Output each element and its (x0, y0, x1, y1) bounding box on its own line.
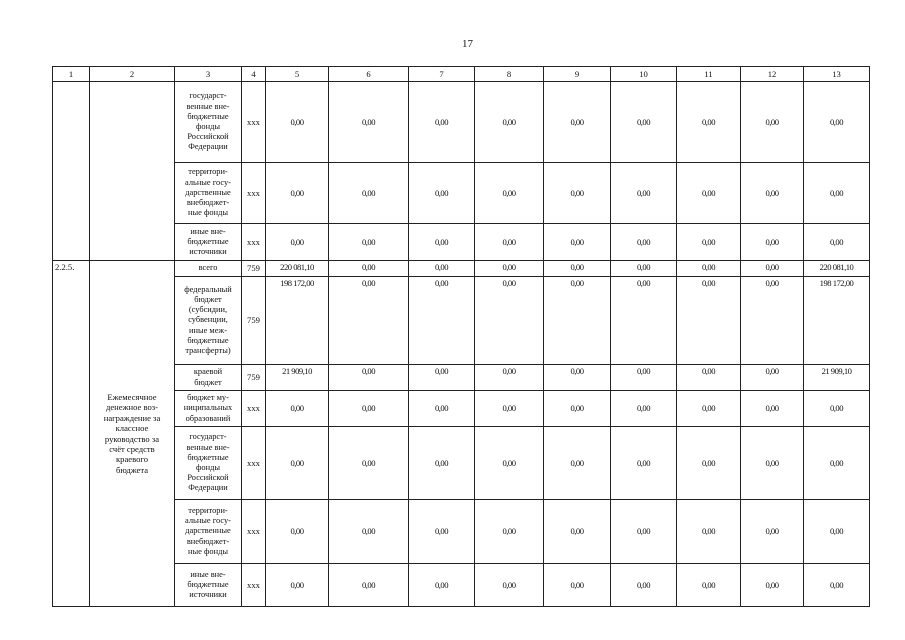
amount-cell: 0,00 (741, 163, 804, 224)
table-row (53, 500, 870, 564)
column-header: 6 (329, 67, 409, 82)
item-name-cell (90, 82, 175, 261)
amount-cell: 0,00 (266, 500, 329, 564)
table-row (53, 224, 870, 261)
amount-cell: 0,00 (329, 224, 409, 261)
table-row (53, 82, 870, 163)
amount-cell: 0,00 (544, 261, 611, 277)
table-row (53, 564, 870, 607)
column-header: 7 (409, 67, 475, 82)
amount-cell: 220 081,10 (266, 261, 329, 277)
amount-cell: 0,00 (544, 500, 611, 564)
amount-cell: 0,00 (329, 365, 409, 391)
amount-cell: 0,00 (677, 277, 741, 365)
amount-cell: 0,00 (741, 224, 804, 261)
table-row (53, 391, 870, 427)
amount-cell: 0,00 (409, 564, 475, 607)
amount-cell: 0,00 (409, 261, 475, 277)
amount-cell: 0,00 (741, 277, 804, 365)
amount-cell: 0,00 (329, 500, 409, 564)
table-row (53, 261, 870, 277)
amount-cell: 0,00 (677, 224, 741, 261)
table-row (53, 163, 870, 224)
table-row (53, 277, 870, 365)
amount-cell: 0,00 (677, 500, 741, 564)
amount-cell: 0,00 (544, 391, 611, 427)
budget-table (52, 66, 870, 607)
amount-cell: 0,00 (677, 365, 741, 391)
kbk-cell: ххх (242, 427, 266, 500)
amount-cell: 198 172,00 (266, 277, 329, 365)
amount-cell: 0,00 (475, 277, 544, 365)
amount-cell: 0,00 (741, 391, 804, 427)
amount-cell: 0,00 (677, 261, 741, 277)
amount-cell: 0,00 (544, 365, 611, 391)
page-number: 17 (462, 38, 473, 50)
amount-cell: 0,00 (804, 500, 870, 564)
amount-cell: 0,00 (266, 82, 329, 163)
amount-cell: 0,00 (475, 391, 544, 427)
amount-cell: 0,00 (544, 427, 611, 500)
column-header: 1 (53, 67, 90, 82)
kbk-cell: ххх (242, 82, 266, 163)
amount-cell: 0,00 (677, 427, 741, 500)
item-name-cell: Ежемесячное денежное воз- награждение за классное руководство за счёт средств краевого бюджета (90, 261, 175, 607)
table-row (53, 427, 870, 500)
amount-cell: 0,00 (329, 391, 409, 427)
column-header: 5 (266, 67, 329, 82)
item-code-cell (53, 82, 90, 261)
previous-item-block (53, 82, 870, 261)
amount-cell: 0,00 (409, 277, 475, 365)
amount-cell: 0,00 (329, 427, 409, 500)
amount-cell: 0,00 (409, 82, 475, 163)
column-header: 3 (175, 67, 242, 82)
column-header: 9 (544, 67, 611, 82)
item-code-cell: 2.2.5. (53, 261, 90, 607)
amount-cell: 0,00 (611, 163, 677, 224)
amount-cell: 220 081,10 (804, 261, 870, 277)
column-header: 2 (90, 67, 175, 82)
kbk-cell: ххх (242, 500, 266, 564)
amount-cell: 0,00 (544, 564, 611, 607)
amount-cell: 0,00 (611, 277, 677, 365)
funding-source-cell: иные вне- бюджетные источники (175, 224, 242, 261)
amount-cell: 0,00 (611, 500, 677, 564)
amount-cell: 0,00 (329, 564, 409, 607)
amount-cell: 0,00 (611, 224, 677, 261)
amount-cell: 0,00 (741, 261, 804, 277)
table-row (53, 365, 870, 391)
amount-cell: 0,00 (544, 277, 611, 365)
amount-cell: 0,00 (409, 391, 475, 427)
funding-source-cell: федеральный бюджет (субсидии, субвенции, иные меж- бюджетные трансферты) (175, 277, 242, 365)
amount-cell: 0,00 (804, 163, 870, 224)
item-2-2-5-block (53, 261, 870, 607)
amount-cell: 0,00 (611, 564, 677, 607)
amount-cell: 0,00 (475, 365, 544, 391)
amount-cell: 0,00 (329, 261, 409, 277)
amount-cell: 0,00 (677, 82, 741, 163)
funding-source-cell: государст- венные вне- бюджетные фонды Российской Федерации (175, 82, 242, 163)
amount-cell: 0,00 (409, 500, 475, 564)
amount-cell: 21 909,10 (804, 365, 870, 391)
amount-cell: 0,00 (475, 261, 544, 277)
amount-cell: 0,00 (409, 427, 475, 500)
column-header: 11 (677, 67, 741, 82)
amount-cell: 0,00 (544, 224, 611, 261)
amount-cell: 0,00 (475, 224, 544, 261)
amount-cell: 0,00 (611, 391, 677, 427)
amount-cell: 0,00 (611, 82, 677, 163)
funding-source-cell: территори- альные госу- дарственные внебюджет- ные фонды (175, 500, 242, 564)
amount-cell: 0,00 (329, 163, 409, 224)
amount-cell: 0,00 (741, 564, 804, 607)
amount-cell: 0,00 (611, 261, 677, 277)
kbk-cell: ххх (242, 224, 266, 261)
amount-cell: 0,00 (804, 391, 870, 427)
amount-cell: 0,00 (677, 564, 741, 607)
amount-cell: 0,00 (475, 427, 544, 500)
column-header: 8 (475, 67, 544, 82)
funding-source-cell: бюджет му- ниципальных образований (175, 391, 242, 427)
amount-cell: 0,00 (544, 82, 611, 163)
kbk-cell: 759 (242, 261, 266, 277)
column-header: 13 (804, 67, 870, 82)
amount-cell: 21 909,10 (266, 365, 329, 391)
amount-cell: 0,00 (475, 564, 544, 607)
kbk-cell: ххх (242, 163, 266, 224)
amount-cell: 0,00 (266, 564, 329, 607)
amount-cell: 0,00 (475, 500, 544, 564)
amount-cell: 0,00 (409, 224, 475, 261)
kbk-cell: ххх (242, 564, 266, 607)
column-header: 4 (242, 67, 266, 82)
amount-cell: 0,00 (804, 427, 870, 500)
amount-cell: 198 172,00 (804, 277, 870, 365)
amount-cell: 0,00 (804, 564, 870, 607)
amount-cell: 0,00 (804, 224, 870, 261)
funding-source-cell: территори- альные госу- дарственные внебюджет- ные фонды (175, 163, 242, 224)
amount-cell: 0,00 (266, 224, 329, 261)
amount-cell: 0,00 (409, 163, 475, 224)
amount-cell: 0,00 (804, 82, 870, 163)
kbk-cell: 759 (242, 277, 266, 365)
amount-cell: 0,00 (329, 82, 409, 163)
kbk-cell: 759 (242, 365, 266, 391)
amount-cell: 0,00 (475, 163, 544, 224)
amount-cell: 0,00 (741, 82, 804, 163)
header-row (53, 67, 870, 82)
amount-cell: 0,00 (475, 82, 544, 163)
amount-cell: 0,00 (611, 365, 677, 391)
amount-cell: 0,00 (266, 427, 329, 500)
amount-cell: 0,00 (677, 163, 741, 224)
funding-source-cell: всего (175, 261, 242, 277)
column-header: 10 (611, 67, 677, 82)
column-header: 12 (741, 67, 804, 82)
amount-cell: 0,00 (329, 277, 409, 365)
amount-cell: 0,00 (677, 391, 741, 427)
funding-source-cell: государст- венные вне- бюджетные фонды Российской Федерации (175, 427, 242, 500)
funding-source-cell: краевой бюджет (175, 365, 242, 391)
amount-cell: 0,00 (741, 427, 804, 500)
amount-cell: 0,00 (544, 163, 611, 224)
amount-cell: 0,00 (611, 427, 677, 500)
amount-cell: 0,00 (741, 365, 804, 391)
amount-cell: 0,00 (409, 365, 475, 391)
kbk-cell: ххх (242, 391, 266, 427)
amount-cell: 0,00 (266, 391, 329, 427)
amount-cell: 0,00 (266, 163, 329, 224)
amount-cell: 0,00 (741, 500, 804, 564)
funding-source-cell: иные вне- бюджетные источники (175, 564, 242, 607)
